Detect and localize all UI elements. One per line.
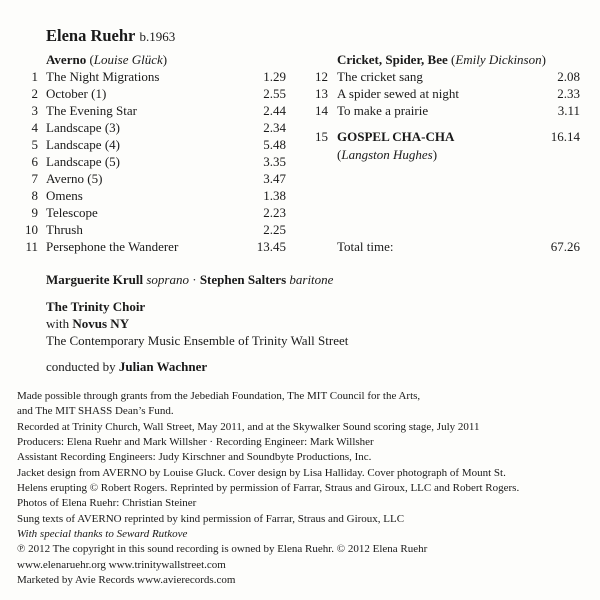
track-row bbox=[300, 85, 580, 102]
track-title: Thrush bbox=[46, 222, 83, 237]
track-number: 2 bbox=[31, 86, 38, 101]
credit-line: With special thanks to Seward Rutkove bbox=[17, 528, 188, 541]
credit-line: ℗ 2012 The copyright in this sound recording is owned by Elena Ruehr. © 2012 Elena Ruehr bbox=[17, 543, 428, 556]
track-title: A spider sewed at night bbox=[337, 86, 460, 101]
track-title: Averno (5) bbox=[46, 171, 103, 186]
track-row bbox=[0, 204, 286, 221]
track-title: Landscape (3) bbox=[46, 120, 120, 135]
total-time: Total time: 67.26 bbox=[337, 239, 580, 254]
credit-line: Jacket design from AVERNO by Louise Gluck. Cover design by Lisa Halliday. Cover photograph of Mount St. bbox=[17, 466, 506, 479]
track-title: Omens bbox=[46, 188, 83, 203]
track-duration: 1.38 bbox=[263, 188, 286, 203]
track-duration: 3.35 bbox=[263, 154, 286, 169]
credit-line: Producers: Elena Ruehr and Mark Willsher · Recording Engineer: Mark Willsher bbox=[17, 436, 374, 449]
credit-line: www.elenaruehr.org www.trinitywallstreet.com bbox=[17, 558, 226, 571]
conductor: conducted by Julian Wachner bbox=[46, 359, 208, 374]
track-row bbox=[300, 68, 580, 85]
track-row bbox=[0, 170, 286, 187]
track-number: 3 bbox=[31, 103, 38, 118]
track-duration: 2.33 bbox=[557, 86, 580, 101]
track-row bbox=[0, 136, 286, 153]
track-title: Landscape (5) bbox=[46, 154, 120, 169]
credit-line: Sung texts of AVERNO reprinted by kind permission of Farrar, Straus and Giroux, LLC bbox=[17, 512, 405, 525]
track-title: To make a prairie bbox=[337, 103, 429, 118]
work-title-averno: Averno (Louise Glück) bbox=[46, 52, 168, 67]
track-row bbox=[0, 153, 286, 170]
credits bbox=[17, 389, 519, 588]
track-duration: 3.11 bbox=[557, 103, 580, 118]
track-number: 1 bbox=[31, 69, 38, 84]
track-duration: 2.44 bbox=[263, 103, 286, 118]
track-number: 11 bbox=[25, 239, 38, 254]
track-row bbox=[0, 119, 286, 136]
ensemble: The Contemporary Music Ensemble of Trinity Wall Street bbox=[46, 333, 349, 348]
composer-heading: Elena Ruehr b.1963 bbox=[46, 26, 176, 45]
track-number: 9 bbox=[31, 205, 38, 220]
track-duration: 2.34 bbox=[263, 120, 286, 135]
track-number: 12 bbox=[315, 69, 328, 84]
track-row bbox=[0, 85, 286, 102]
track-duration: 3.47 bbox=[263, 171, 286, 186]
track-number: 5 bbox=[31, 137, 38, 152]
with-novus: with Novus NY bbox=[46, 316, 130, 331]
credit-line: Made possible through grants from the Jebediah Foundation, The MIT Council for the Arts, bbox=[17, 390, 421, 402]
track-number: 10 bbox=[25, 222, 38, 237]
track-title: October (1) bbox=[46, 86, 107, 101]
track-number: 8 bbox=[31, 188, 38, 203]
soloists: Marguerite Krull soprano · Stephen Salters baritone bbox=[46, 272, 334, 287]
credit-line: Helens erupting © Robert Rogers. Reprinted by permission of Farrar, Straus and Giroux, LLC and Robert Rogers. bbox=[17, 482, 520, 495]
track-duration: 2.23 bbox=[263, 205, 286, 220]
track-title: Landscape (4) bbox=[46, 137, 120, 152]
track-row bbox=[300, 102, 580, 119]
track-row bbox=[0, 102, 286, 119]
track-number: 4 bbox=[31, 120, 38, 135]
credit-line: Marketed by Avie Records www.avierecords.com bbox=[17, 574, 236, 587]
credit-line: Assistant Recording Engineers: Judy Kirschner and Soundbyte Productions, Inc. bbox=[17, 451, 372, 464]
track-duration: 1.29 bbox=[263, 69, 286, 84]
track-number: 14 bbox=[315, 103, 328, 118]
track-duration: 5.48 bbox=[263, 137, 286, 152]
track-row bbox=[0, 187, 286, 204]
track-title: The cricket sang bbox=[337, 69, 423, 84]
track-duration: 13.45 bbox=[256, 239, 286, 254]
work3-author: (Langston Hughes) bbox=[337, 147, 438, 162]
track-number: 6 bbox=[31, 154, 38, 169]
track-title: Telescope bbox=[46, 205, 98, 220]
credit-line: and The MIT SHASS Dean’s Fund. bbox=[17, 405, 174, 418]
track-row: 15 GOSPEL CHA-CHA 16.14 bbox=[315, 129, 580, 144]
track-duration: 2.08 bbox=[557, 69, 580, 84]
track-title: The Evening Star bbox=[46, 103, 137, 118]
credit-line: Recorded at Trinity Church, Wall Street, May 2011, and at the Skywalker Sound scoring stage, July 2011 bbox=[17, 420, 480, 433]
track-row bbox=[0, 238, 286, 255]
track-title: The Night Migrations bbox=[46, 69, 160, 84]
track-row bbox=[0, 221, 286, 238]
credit-line: Photos of Elena Ruehr: Christian Steiner bbox=[17, 497, 197, 510]
track-number: 7 bbox=[31, 171, 38, 186]
choir: The Trinity Choir bbox=[46, 299, 146, 314]
work-title-cricket: Cricket, Spider, Bee (Emily Dickinson) bbox=[337, 52, 546, 67]
track-title: Persephone the Wanderer bbox=[46, 239, 179, 254]
track-duration: 2.55 bbox=[263, 86, 286, 101]
track-duration: 2.25 bbox=[263, 222, 286, 237]
track-row bbox=[0, 68, 286, 85]
track-number: 13 bbox=[315, 86, 328, 101]
